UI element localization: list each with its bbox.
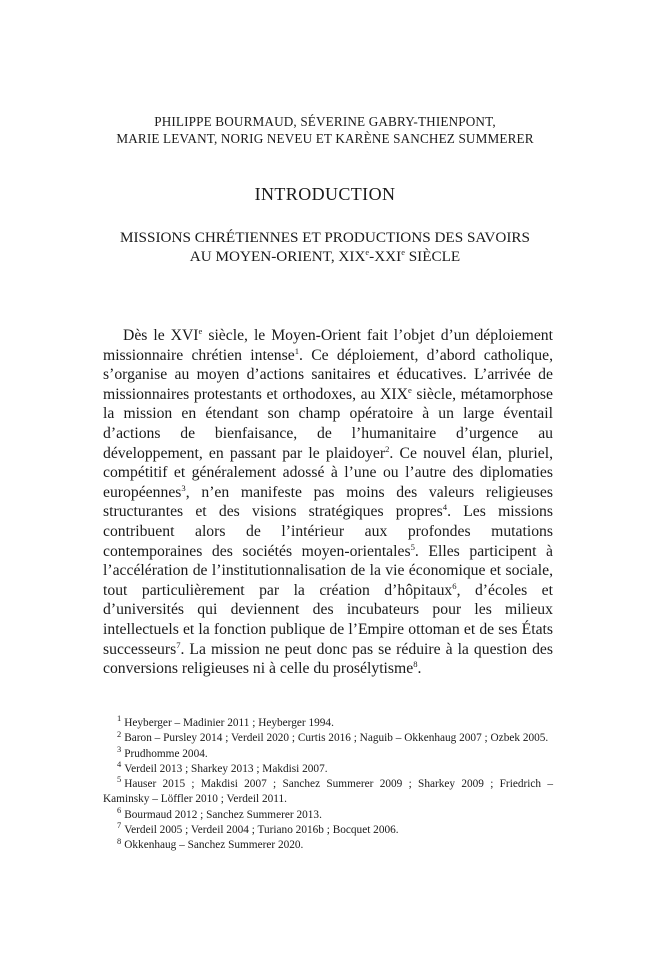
authors-line-1: PHILIPPE BOURMAUD, SÉVERINE GABRY-THIENPONT, [154, 114, 496, 129]
text-run: Dès le XVI [123, 327, 199, 344]
author-list [60, 113, 590, 147]
footnote-number: 4 [117, 759, 122, 770]
footnote-text: Okkenhaug – Sanchez Summerer 2020. [124, 839, 304, 852]
text-run: , d’écoles et d’universités qui deviennent des incubateurs pour les milieux intellectuels et la fonction publique de l’Empire ottoman et de ses États successeurs [103, 581, 553, 658]
footnote-text: Verdeil 2013 ; Sharkey 2013 ; Makdisi 2007. [124, 762, 328, 775]
footnote-text: Verdeil 2005 ; Verdeil 2004 ; Turiano 2016b ; Bocquet 2006. [124, 824, 399, 837]
text-run: . [417, 660, 422, 678]
superscript: e [401, 247, 405, 257]
text-run: siècle, le Moyen-Orient fait l’objet d’un déploiement missionnaire chrétien intense [103, 327, 553, 364]
footnote-number: 2 [117, 728, 122, 739]
body-paragraph [103, 326, 553, 679]
superscript: e [407, 384, 412, 395]
footnote [103, 743, 553, 762]
chapter-title-line-1: MISSIONS CHRÉTIENNES ET PRODUCTIONS DES SAVOIRS [120, 229, 530, 246]
footnote-number: 8 [117, 835, 122, 846]
footnote [103, 759, 553, 777]
text-run: siècle, métamorphose la mission en étendant son champ opératoire à un large éventail d’actions de bienfaisance, de l’humanitaire d’urgence au développement, en passant par le plaidoyer [103, 385, 553, 462]
footnote-ref[interactable]: 2 [385, 443, 390, 454]
footnote-ref[interactable]: 7 [176, 639, 181, 650]
footnote-number: 7 [117, 820, 122, 831]
text-run: . Elles participent à l’accélération de l’institutionnalisation de la vie économique et sociale, tout particulièrement par la création d’hôpitaux [103, 542, 553, 599]
footnote-ref[interactable]: 6 [452, 580, 457, 591]
footnote-ref[interactable]: 3 [181, 482, 186, 493]
footnote-ref[interactable]: 1 [294, 345, 300, 356]
footnote-ref[interactable]: 8 [413, 658, 418, 669]
paragraph [103, 326, 553, 679]
text-run: . La mission ne peut donc pas se réduire à la question des conversions religieuses ni à celle du prosélytisme [103, 640, 553, 678]
footnote [103, 728, 553, 746]
text-run: , n’en manifeste pas moins des valeurs religieuses structurantes et des visions stratégiques propres [103, 483, 553, 521]
footnote [103, 774, 553, 808]
footnotes [103, 713, 553, 854]
footnote-number: 6 [117, 805, 122, 816]
title-text: -XXI [369, 248, 402, 265]
footnote-number: 1 [117, 713, 122, 724]
section-title: INTRODUCTION [254, 184, 396, 204]
footnote-text: Heyberger – Madinier 2011 ; Heyberger 1994. [124, 717, 334, 729]
footnote-text: Bourmaud 2012 ; Sanchez Summerer 2013. [124, 808, 322, 821]
footnote-ref[interactable]: 4 [442, 502, 448, 513]
footnote-number: 3 [117, 743, 122, 754]
text-run: . Ce déploiement, d’abord catholique, s’organise au moyen d’actions sanitaires et éducatives. L’arrivée de missionnaires protestants et orthodoxes, au XIX [103, 346, 554, 403]
superscript: e [365, 247, 370, 257]
chapter-title [60, 228, 590, 266]
footnote-number: 5 [117, 774, 122, 785]
footnote-text: Hauser 2015 ; Makdisi 2007 ; Sanchez Summerer 2009 ; Sharkey 2009 ; Friedrich – Kaminsky – Löffler 2010 ; Verdeil 2011. [103, 778, 553, 806]
footnote-text: Prudhomme 2004. [124, 747, 208, 760]
title-text: AU MOYEN-ORIENT, XIX [189, 248, 366, 265]
footnote [103, 805, 553, 823]
superscript: e [198, 325, 203, 336]
text-run: . Les missions contribuent alors de l’intérieur aux profondes mutations contemporaines des sociétés moyen-orientales [103, 503, 553, 560]
title-text: SIÈCLE [404, 248, 461, 265]
text-run: . Ce nouvel élan, pluriel, compétitif et généralement adossé à l’une ou l’autre des diplomaties européennes [103, 444, 553, 501]
chapter-title-line-2 [60, 247, 590, 266]
footnote-ref[interactable]: 5 [410, 541, 415, 552]
footnote-text: Baron – Pursley 2014 ; Verdeil 2020 ; Curtis 2016 ; Naguib – Okkenhaug 2007 ; Ozbek 2005. [124, 732, 549, 745]
authors-line-2: MARIE LEVANT, NORIG NEVEU ET KARÈNE SANCHEZ SUMMERER [116, 131, 534, 146]
footnote [103, 820, 553, 838]
footnote [103, 713, 553, 731]
footnote [103, 835, 553, 853]
